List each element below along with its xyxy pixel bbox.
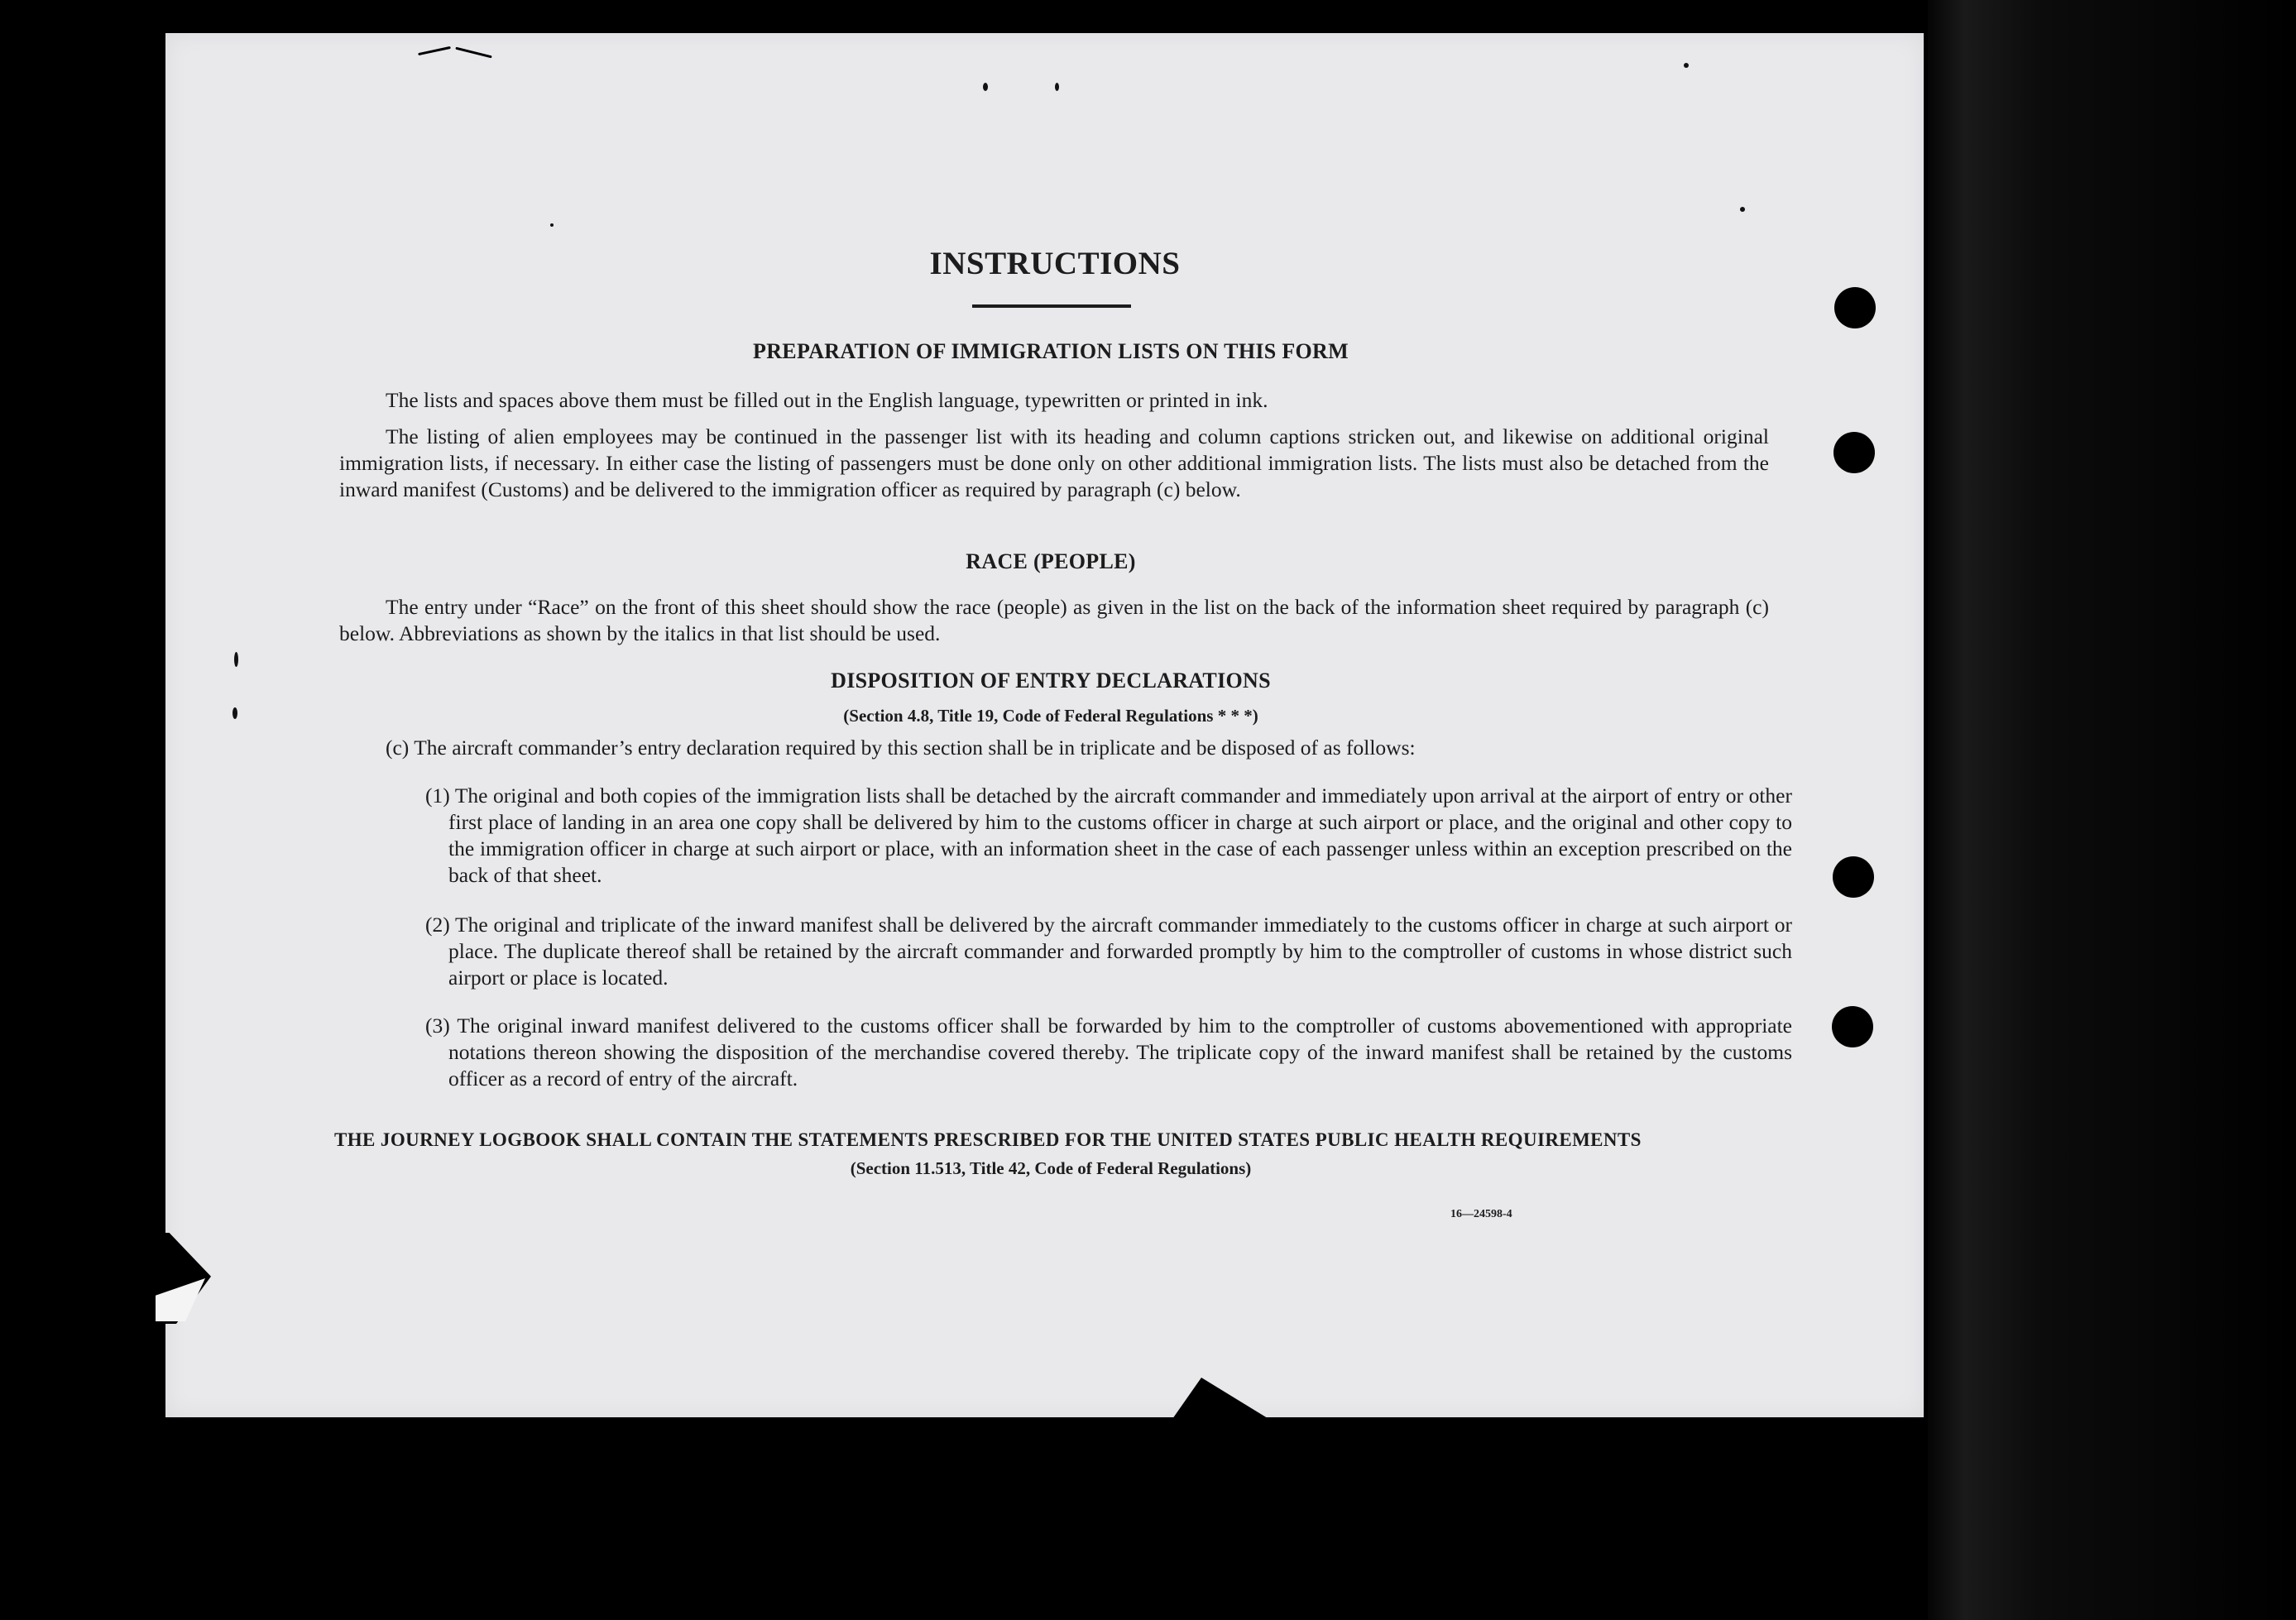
punch-hole	[1834, 287, 1876, 328]
list-item: (3) The original inward manifest delivered to the customs officer shall be forwarded by him to the comptroller of customs abovementioned with appropriate notations thereon showing the disposition of the merchandise covered thereby. The triplicate copy of the inward manifest shall be retained by the customs officer as a record of entry of the aircraft.	[425, 1014, 1792, 1090]
paragraph: The lists and spaces above them must be filled out in the English language, typewritten or printed in ink.	[386, 388, 1268, 412]
title-underline	[972, 304, 1131, 308]
scan-background	[1928, 0, 2296, 1620]
page-title: INSTRUCTIONS	[929, 246, 1181, 281]
dust-speck	[983, 83, 988, 91]
dust-speck	[1684, 63, 1689, 68]
punch-hole	[1833, 856, 1874, 898]
regulation-reference: (Section 4.8, Title 19, Code of Federal Regulations * * *)	[843, 706, 1258, 726]
list-item: (1) The original and both copies of the immigration lists shall be detached by the aircraft commander and immediately upon arrival at the airport of entry or other first place of landing in an area one copy shall be delivered by him to the customs officer in charge at such airport or place, and the original and other copy to the immigration officer in charge at such airport or place, with an information sheet in the case of each passenger unless within an exception prescribed on the back of that sheet.	[425, 784, 1792, 887]
dust-speck	[1740, 207, 1745, 212]
punch-hole	[1833, 432, 1875, 473]
punch-hole	[1832, 1006, 1873, 1047]
form-number: 16—24598-4	[1450, 1208, 1512, 1220]
section-heading-preparation: PREPARATION OF IMMIGRATION LISTS ON THIS FORM	[753, 339, 1349, 363]
footer-heading: THE JOURNEY LOGBOOK SHALL CONTAIN THE STATEMENTS PRESCRIBED FOR THE UNITED STATES PUBLIC HEALTH REQUIREMENTS	[334, 1129, 1642, 1150]
dust-speck	[1055, 83, 1059, 91]
section-heading-disposition: DISPOSITION OF ENTRY DECLARATIONS	[831, 669, 1271, 693]
dust-speck	[234, 652, 238, 667]
paragraph: The entry under “Race” on the front of this sheet should show the race (people) as given in the list on the back of the information sheet required by paragraph (c) below. Abbreviations as shown by the italics in that list should be used.	[339, 595, 1769, 645]
list-item: (2) The original and triplicate of the inward manifest shall be delivered by the aircraft commander immediately to the customs officer in charge at such airport or place. The duplicate thereof shall be retained by the aircraft commander and forwarded promptly by him to the comptroller of customs in whose district such airport or place is located.	[425, 913, 1792, 990]
footer-reference: (Section 11.513, Title 42, Code of Federal Regulations)	[850, 1158, 1252, 1178]
paragraph: The listing of alien employees may be continued in the passenger list with its heading and column captions stricken out, and likewise on additional original immigration lists, if necessary. In either case the listing of passengers must be done only on other additional immigration lists. The lists must also be detached from the inward manifest (Customs) and be delivered to the immigration officer as required by paragraph (c) below.	[339, 424, 1769, 501]
paragraph: (c) The aircraft commander’s entry declaration required by this section shall be in triplicate and be disposed of as follows:	[386, 736, 1416, 760]
section-heading-race: RACE (PEOPLE)	[966, 549, 1136, 573]
dust-speck	[550, 223, 554, 227]
